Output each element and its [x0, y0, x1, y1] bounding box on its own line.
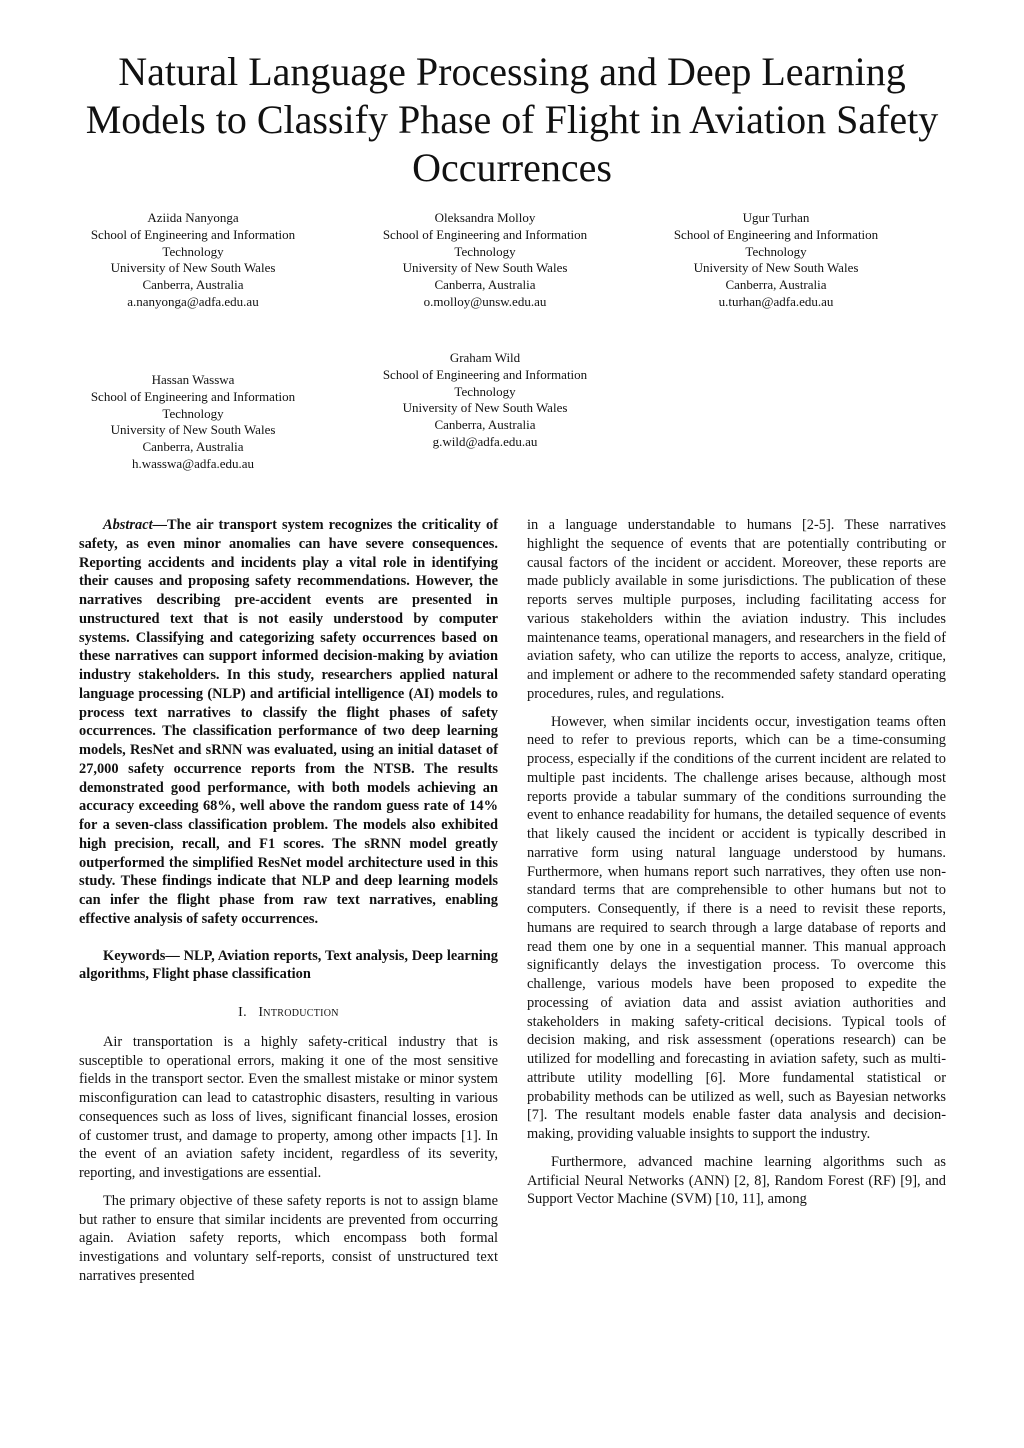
author-email: u.turhan@adfa.edu.au [718, 293, 834, 309]
author-affiliation: Technology [454, 243, 516, 259]
author-affiliation: School of Engineering and Information [673, 226, 879, 242]
author-affiliation: Technology [454, 383, 516, 399]
author-email: a.nanyonga@adfa.edu.au [127, 293, 259, 309]
author-email: g.wild@adfa.edu.au [432, 433, 538, 449]
section-number: I. [238, 1005, 247, 1020]
author-location: Canberra, Australia [434, 277, 536, 293]
author-location: Canberra, Australia [434, 417, 536, 433]
author-name: Ugur Turhan [742, 210, 810, 225]
author-block [646, 210, 906, 311]
author-email: o.molloy@unsw.edu.au [423, 293, 547, 309]
author-university: University of New South Wales [402, 260, 568, 276]
author-affiliation: School of Engineering and Information [382, 366, 588, 382]
paragraph: The primary objective of these safety reports is not to assign blame but rather to ensure that similar incidents are prevented from occurring again. Aviation safety reports, which encompass both formal investigations and voluntary self-reports, consist of unstructured text narratives presented [79, 1192, 498, 1284]
paper-title: Natural Language Processing and Deep Learning Models to Classify Phase of Flight in Aviation Safety Occurrences [85, 49, 939, 190]
paragraph: Air transportation is a highly safety-critical industry that is susceptible to operational errors, making it one of the most sensitive fields in the transport sector. Even the smallest mistake or minor system misconfiguration can lead to catastrophic disasters, resulting in various consequences such as loss of lives, significant financial losses, erosion of customer trust, and damage to property, among other impacts [1]. In the event of an aviation safety incident, regardless of its severity, reporting, and investigations are essential. [79, 1033, 498, 1181]
paragraph: Furthermore, advanced machine learning algorithms such as Artificial Neural Networks (ANN) [2, 8], Random Forest (RF) [9], and Support Vector Machine (SVM) [10, 11], among [527, 1153, 946, 1208]
section-title: Introduction [258, 1005, 339, 1020]
author-university: University of New South Wales [402, 400, 568, 416]
keywords: Keywords— NLP, Aviation reports, Text analysis, Deep learning algorithms, Flight phase classification [79, 947, 498, 983]
author-block [355, 210, 615, 311]
author-affiliation: Technology [745, 243, 807, 259]
author-university: University of New South Wales [110, 422, 276, 438]
paragraph: However, when similar incidents occur, investigation teams often need to refer to previous reports, which can be a time-consuming process, especially if the conditions of the current incident are related to multiple past incidents. The challenge arises because, although most reports provide a tabular summary of the conditions surrounding the event to enhance readability for humans, the detailed sequence of events that likely caused the incident or accident is typically described in narrative form using natural language understood by humans. Furthermore, when humans report such narratives, they often use non-standard terms that are comprehensible to other humans but not to computers. Consequently, if there is a need to revisit these reports, humans are required to search through a large database of reports and read them one by one in a sequential manner. This manual approach significantly delays the investigation process. To overcome this challenge, various models have been proposed to expedite the processing of aviation data and assist aviation authorities and stakeholders in making safety-critical decisions. Typical tools of decision making, and risk assessment (operations research) can be utilized for modelling and forecasting in aviation safety, such as multi-attribute utility modelling [6]. More fundamental statistical or probability methods can be utilized as well, such as Bayesian networks [7]. The resultant models enable faster data analysis and decision-making, providing valuable insights to support the industry. [527, 713, 946, 1142]
section-heading [79, 1004, 498, 1023]
author-name: Aziida Nanyonga [147, 210, 239, 225]
author-affiliation: School of Engineering and Information [382, 226, 588, 242]
author-affiliation: Technology [162, 405, 224, 421]
author-location: Canberra, Australia [142, 439, 244, 455]
abstract [79, 516, 498, 929]
left-column [79, 516, 498, 1286]
author-name: Hassan Wasswa [151, 372, 235, 387]
author-university: University of New South Wales [110, 260, 276, 276]
author-block [63, 372, 323, 473]
paragraph: in a language understandable to humans [2-5]. These narratives highlight the sequence of events that are potentially contributing or causal factors of the incident or accident. Moreover, these reports are made publicly available in some jurisdictions. The publication of these reports serves multiple purposes, including facilitating access for various stakeholders within the aviation industry. This includes maintenance teams, operational managers, and researchers in the field of aviation safety, who can utilize the reports to access, analyze, critique, and implement or adhere to the recommended safety standard operating procedures, rules, and regulations. [527, 517, 946, 702]
author-name: Graham Wild [449, 350, 521, 365]
right-column [527, 516, 946, 1209]
author-email: h.wasswa@adfa.edu.au [131, 455, 255, 471]
author-university: University of New South Wales [693, 260, 859, 276]
abstract-label: Abstract— [103, 517, 167, 533]
author-affiliation: School of Engineering and Information [90, 388, 296, 404]
author-name: Oleksandra Molloy [434, 210, 536, 225]
author-location: Canberra, Australia [725, 277, 827, 293]
author-affiliation: Technology [162, 243, 224, 259]
abstract-text: The air transport system recognizes the criticality of safety, as even minor anomalies can have severe consequences. Reporting accidents and incidents play a vital role in identifying their causes and proposing safety recommendations. However, the narratives describing pre-accident events are presented in unstructured text that is not easily understood by computer systems. Classifying and categorizing safety occurrences based on these narratives can support informed decision-making by aviation industry stakeholders. In this study, researchers applied natural language processing (NLP) and artificial intelligence (AI) models to process text narratives to classify the flight phases of safety occurrences. The classification performance of two deep learning models, ResNet and sRNN was evaluated, using an initial dataset of 27,000 safety occurrence reports from the NTSB. The results demonstrated good performance, with both models achieving an accuracy exceeding 68%, well above the random guess rate of 14% for a seven-class classification problem. The models also exhibited high precision, recall, and F1 scores. The sRNN model greatly outperformed the simplified ResNet model architecture used in this study. These findings indicate that NLP and deep learning models can infer the flight phase from raw text narratives, enabling effective analysis of safety occurrences. [79, 517, 498, 927]
author-affiliation: School of Engineering and Information [90, 226, 296, 242]
author-block [355, 350, 615, 451]
author-location: Canberra, Australia [142, 277, 244, 293]
author-block [63, 210, 323, 311]
